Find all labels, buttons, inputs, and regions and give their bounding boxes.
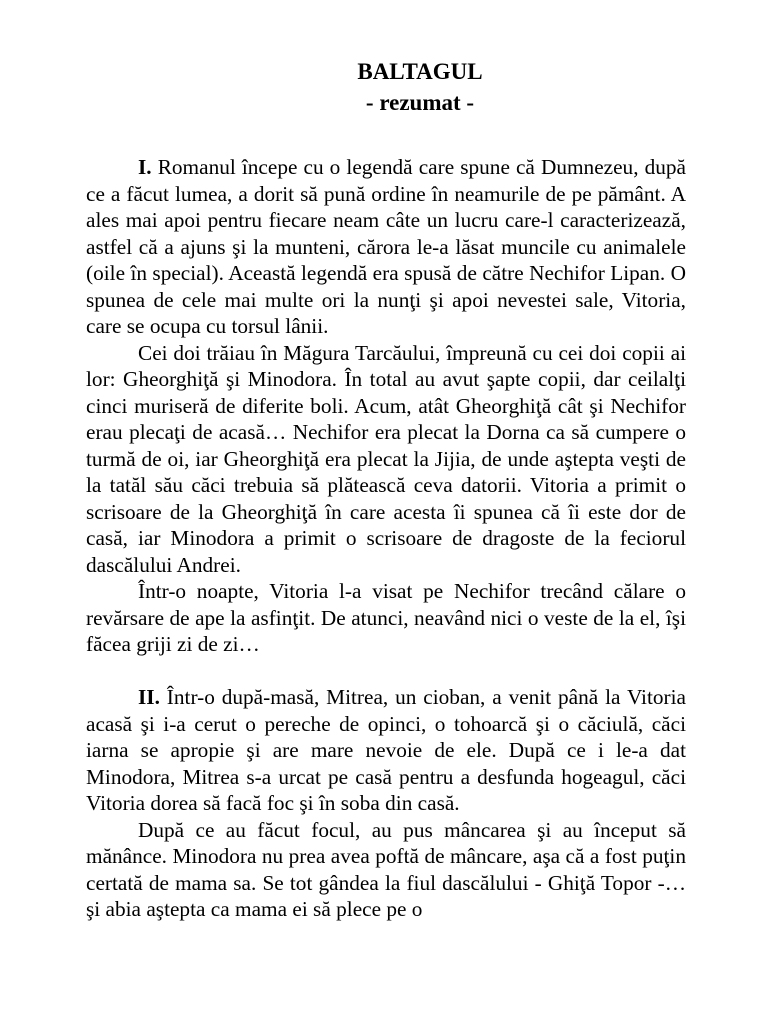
section-marker-2: II. [138, 685, 160, 709]
section-gap [86, 658, 686, 685]
paragraph-text: După ce au făcut focul, au pus mâncarea şi au început să mănânce. Minodora nu prea avea poftă de mâncare, aşa că a fost puţin certată de mama sa. Se tot gândea la fiul dascălului - Ghiţă Topor -… şi abia aştepta ca mama ei să plece pe o [86, 817, 686, 921]
paragraph-4 [86, 684, 686, 817]
section-marker-1: I. [138, 155, 152, 179]
paragraph-text: Într-o după-masă, Mitrea, un cioban, a venit până la Vitoria acasă şi i-a cerut o pereche de opinci, o tohoarcă şi o căciulă, căci iarna se apropie şi are mare nevoie de ele. După ce i le-a dat Minodora, Mitrea s-a urcat pe casă pentru a desfunda hogeagul, căci Vitoria dorea să facă foc şi în soba din casă. [86, 685, 686, 815]
paragraph-3 [86, 578, 686, 658]
paragraph-text: Romanul începe cu o legendă care spune că Dumnezeu, după ce a făcut lumea, a dorit să pună ordine în neamurile de pe pământ. A ales mai apoi pentru fiecare neam câte un lucru care-l caracterizează, astfel că a ajuns şi la munteni, cărora le-a lăsat muncile cu animalele (oile în special). Această legendă era spusă de către Nechifor Lipan. O spunea de cele mai multe ori la nunţi şi apoi nevestei sale, Vitoria, care se ocupa cu torsul lânii. [86, 155, 686, 338]
document-body [86, 154, 686, 923]
paragraph-2 [86, 340, 686, 579]
document-title: BALTAGUL [357, 59, 483, 84]
paragraph-1 [86, 154, 686, 340]
paragraph-5 [86, 817, 686, 923]
paragraph-text: Într-o noapte, Vitoria l-a visat pe Nechifor trecând călare o revărsare de ape la asfinţit. De atunci, neavând nici o veste de la el, îşi făcea griji zi de zi… [86, 579, 686, 656]
document-subtitle: - rezumat - [365, 90, 475, 115]
paragraph-text: Cei doi trăiau în Măgura Tarcăului, împreună cu cei doi copii ai lor: Gheorghiţă şi Minodora. În total au avut şapte copii, dar ceilalţi cinci muriseră de diferite boli. Acum, atât Gheorghiţă cât şi Nechifor erau plecaţi de acasă… Nechifor era plecat la Dorna ca să cumpere o turmă de oi, iar Gheorghiţă era plecat la Jijia, de unde aştepta veşti de la tatăl său căci trebuia să plătească ceva datorii. Vitoria a primit o scrisoare de la Gheorghiţă în care acesta îi spunea că îi este dor de casă, iar Minodora a primit o scrisoare de dragoste de la feciorul dascălului Andrei. [86, 340, 686, 577]
